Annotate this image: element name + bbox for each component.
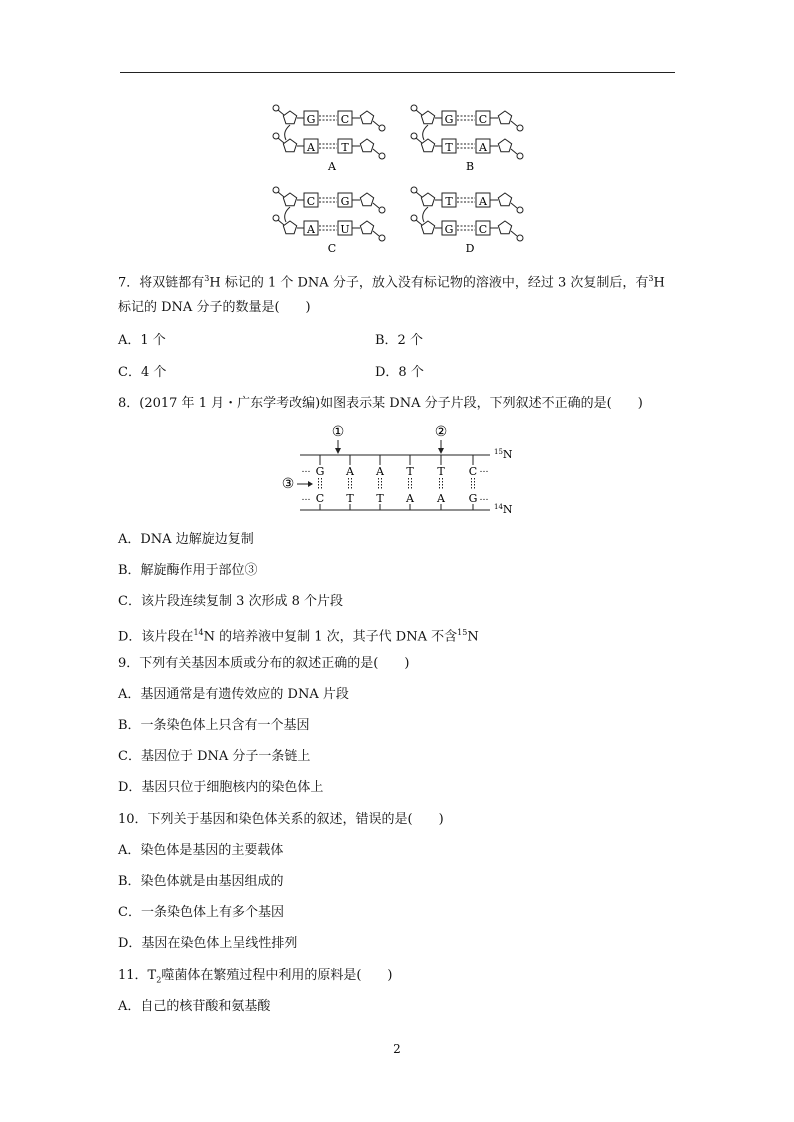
base-label: G [306, 113, 316, 126]
panel-c [273, 187, 385, 255]
q9-option-a: A．基因通常是有遗传效应的 DNA 片段 [118, 687, 349, 702]
base-label: A [307, 141, 315, 154]
base-label: A [307, 223, 315, 236]
q9-stem: 9．下列有关基因本质或分布的叙述正确的是( ) [118, 656, 410, 671]
panel-label: D [465, 242, 475, 255]
header-rule [120, 72, 675, 73]
q7-option-d: D．8 个 [375, 365, 424, 380]
base-label: U [340, 223, 350, 236]
q11-option-a: A．自己的核苷酸和氨基酸 [118, 999, 271, 1014]
marker-1: ① [331, 424, 345, 440]
q7-option-b: B．2 个 [375, 333, 423, 348]
base-label: C [478, 223, 488, 236]
base-label: A [479, 141, 487, 154]
panel-a [273, 105, 385, 173]
base-label: T [445, 195, 453, 208]
top-base: A [346, 465, 354, 478]
q9-option-c: C．基因位于 DNA 分子一条链上 [118, 749, 311, 764]
q10-option-c: C．一条染色体上有多个基因 [118, 905, 284, 920]
base-label: C [306, 195, 316, 208]
base-pair [345, 455, 355, 510]
bottom-base: G [468, 492, 478, 505]
q8-option-a: A．DNA 边解旋边复制 [118, 532, 254, 547]
svg-text:15N: $^{15}$N [494, 448, 513, 461]
svg-text:14N: $^{14}$N [494, 503, 513, 516]
top-base: T [406, 465, 414, 478]
base-pair [469, 455, 478, 510]
base-label: G [444, 113, 454, 126]
nucleotide-pairs-figure [262, 100, 532, 260]
ellipsis: … [479, 493, 489, 503]
panel-label: C [327, 242, 337, 255]
panel-label: B [465, 160, 475, 173]
base-label: T [341, 141, 349, 154]
ellipsis: … [479, 465, 489, 475]
q7-option-a: A．1 个 [118, 333, 166, 348]
base-label: C [478, 113, 488, 126]
base-pair [316, 455, 325, 510]
bottom-base: C [315, 492, 325, 505]
top-base: T [437, 465, 445, 478]
q8-stem: 8．(2017 年 1 月・广东学考改编)如图表示某 DNA 分子片段，下列叙述不正确的是( ) [118, 396, 643, 411]
base-pair [436, 455, 446, 510]
q10-option-b: B．染色体就是由基因组成的 [118, 874, 284, 889]
top-base: C [468, 465, 478, 478]
ellipsis: … [301, 493, 311, 503]
bottom-base: A [437, 492, 445, 505]
q10-option-d: D．基因在染色体上呈线性排列 [118, 936, 298, 951]
marker-3: ③ [281, 476, 295, 492]
base-pair [405, 455, 415, 510]
q7-stem-line1: 7．将双链都有$^3$H 标记的 1 个 DNA 分子，放入没有标记物的溶液中，经过 3 次复制后，有$^3$H [118, 274, 665, 291]
dna-fragment-figure [278, 420, 518, 520]
bottom-base: T [346, 492, 354, 505]
q10-option-a: A．染色体是基因的主要载体 [118, 843, 284, 858]
q7-option-c: C．4 个 [118, 365, 167, 380]
bottom-base: A [406, 492, 414, 505]
base-label: T [445, 141, 453, 154]
panel-d [411, 187, 523, 255]
q7-stem-line2: 标记的 DNA 分子的数量是( ) [118, 300, 311, 315]
q8-option-b: B．解旋酶作用于部位③ [118, 563, 258, 578]
q9-option-d: D．基因只位于细胞核内的染色体上 [118, 780, 324, 795]
q10-stem: 10．下列关于基因和染色体关系的叙述，错误的是( ) [118, 812, 444, 827]
q8-option-d: D．该片段在$^{14}$N 的培养液中复制 1 次，其子代 DNA 不含$^{15}$N [118, 628, 479, 645]
panel-label: A [328, 160, 336, 173]
marker-2: ② [434, 424, 448, 440]
base-label: A [479, 195, 487, 208]
q9-option-b: B．一条染色体上只含有一个基因 [118, 718, 310, 733]
top-base: A [376, 465, 384, 478]
base-label: G [340, 195, 350, 208]
top-base: G [315, 465, 325, 478]
base-pair [375, 455, 385, 510]
base-label: C [340, 113, 350, 126]
page-number: 2 [393, 1042, 401, 1056]
q8-option-c: C．该片段连续复制 3 次形成 8 个片段 [118, 594, 344, 609]
ellipsis: … [301, 465, 311, 475]
panel-b [411, 105, 523, 173]
q11-stem: 11．$T_2$噬菌体在繁殖过程中利用的原料是( ) [118, 968, 393, 985]
base-label: G [444, 223, 454, 236]
bottom-base: T [376, 492, 384, 505]
